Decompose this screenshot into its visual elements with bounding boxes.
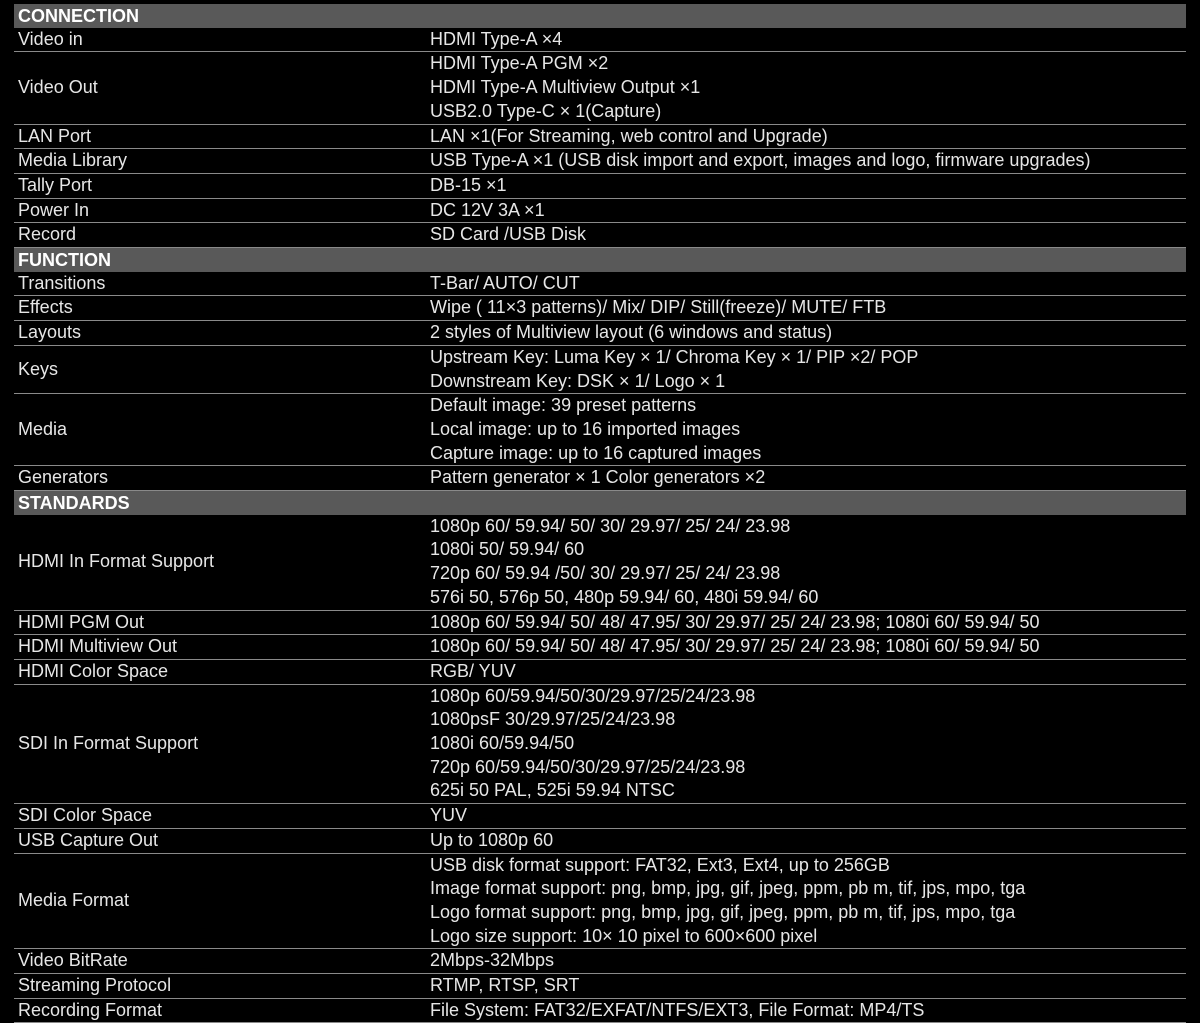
spec-value-line: 2Mbps-32Mbps [430, 950, 555, 971]
spec-values [430, 394, 1186, 465]
spec-label: HDMI Multiview Out [18, 636, 178, 657]
spec-value-line: Logo size support: 10× 10 pixel to 600×600 pixel [430, 925, 818, 946]
spec-label: Transitions [18, 272, 106, 293]
spec-value-line: HDMI Type-A PGM ×2 [430, 53, 609, 74]
spec-value-line: 1080i 60/59.94/50 [430, 733, 575, 754]
spec-values [430, 515, 1186, 610]
spec-label: Power In [18, 199, 90, 220]
spec-value-line: Local image: up to 16 imported images [430, 418, 741, 439]
spec-value-line: 720p 60/ 59.94 /50/ 30/ 29.97/ 25/ 24/ 23.98 [430, 563, 781, 584]
spec-value-line: Up to 1080p 60 [430, 829, 554, 850]
spec-row-media-format [14, 854, 1186, 950]
spec-label: USB Capture Out [18, 829, 159, 850]
spec-value-line: Downstream Key: DSK × 1/ Logo × 1 [430, 370, 726, 391]
spec-value-line: USB Type-A ×1 (USB disk import and export, images and logo, firmware upgrades) [430, 150, 1091, 171]
spec-values [430, 199, 1186, 223]
spec-label: SDI In Format Support [18, 733, 199, 754]
spec-values [430, 660, 1186, 684]
spec-value-line: LAN ×1(For Streaming, web control and Upgrade) [430, 125, 828, 146]
spec-label: Media [18, 418, 68, 439]
spec-row-power-in [14, 199, 1186, 224]
spec-values [430, 296, 1186, 320]
spec-value-line: T-Bar/ AUTO/ CUT [430, 272, 580, 293]
spec-value-line: Image format support: png, bmp, jpg, gif, jpeg, ppm, pb m, tif, jps, mpo, tga [430, 878, 1026, 899]
spec-label: Tally Port [18, 174, 93, 195]
spec-label: Media Format [18, 890, 130, 911]
spec-value-line: DB-15 ×1 [430, 174, 507, 195]
spec-values [430, 974, 1186, 998]
spec-value-line: DC 12V 3A ×1 [430, 199, 545, 220]
spec-row-effects [14, 296, 1186, 321]
spec-values [430, 223, 1186, 247]
spec-values [430, 28, 1186, 52]
spec-values [430, 999, 1186, 1023]
spec-row-layouts [14, 321, 1186, 346]
spec-label: Generators [18, 467, 109, 488]
spec-value-line: Default image: 39 preset patterns [430, 395, 697, 416]
spec-value-line: USB disk format support: FAT32, Ext3, Ext4, up to 256GB [430, 854, 890, 875]
spec-values [430, 346, 1186, 393]
spec-label: SDI Color Space [18, 805, 153, 826]
spec-values [430, 635, 1186, 659]
spec-values [430, 52, 1186, 123]
spec-values [430, 174, 1186, 198]
spec-row-sdi-color-space [14, 804, 1186, 829]
spec-row-video-in [14, 28, 1186, 53]
spec-row-transitions [14, 272, 1186, 297]
spec-row-keys [14, 346, 1186, 394]
spec-value-line: HDMI Type-A ×4 [430, 28, 563, 49]
spec-row-hdmi-multiview-out [14, 635, 1186, 660]
spec-values [430, 949, 1186, 973]
spec-value-line: 1080p 60/ 59.94/ 50/ 48/ 47.95/ 30/ 29.97/ 25/ 24/ 23.98; 1080i 60/ 59.94/ 50 [430, 611, 1040, 632]
spec-values [430, 466, 1186, 490]
spec-value-line: 1080p 60/59.94/50/30/29.97/25/24/23.98 [430, 685, 756, 706]
spec-values [430, 321, 1186, 345]
spec-values [430, 854, 1186, 949]
spec-value-line: Pattern generator × 1 Color generators ×2 [430, 467, 766, 488]
spec-label: Layouts [18, 322, 82, 343]
spec-label: Video BitRate [18, 950, 128, 971]
spec-value-line: 720p 60/59.94/50/30/29.97/25/24/23.98 [430, 756, 746, 777]
spec-value-line: USB2.0 Type-C × 1(Capture) [430, 100, 662, 121]
spec-value-line: RGB/ YUV [430, 660, 516, 681]
section-header-function: FUNCTION [14, 248, 1186, 272]
spec-values [430, 272, 1186, 296]
spec-label: Record [18, 224, 77, 245]
spec-label: HDMI In Format Support [18, 551, 215, 572]
spec-row-tally-port [14, 174, 1186, 199]
spec-label: LAN Port [18, 125, 92, 146]
spec-value-line: Wipe ( 11×3 patterns)/ Mix/ DIP/ Still(freeze)/ MUTE/ FTB [430, 297, 887, 318]
spec-row-lan-port [14, 125, 1186, 150]
spec-value-line: RTMP, RTSP, SRT [430, 975, 580, 996]
spec-row-streaming-protocol [14, 974, 1186, 999]
spec-value-line: HDMI Type-A Multiview Output ×1 [430, 77, 701, 98]
spec-row-record [14, 223, 1186, 248]
spec-row-usb-capture-out [14, 829, 1186, 854]
spec-row-hdmi-in-format-support [14, 515, 1186, 611]
spec-values [430, 611, 1186, 635]
spec-value-line: File System: FAT32/EXFAT/NTFS/EXT3, File Format: MP4/TS [430, 999, 925, 1020]
spec-label: Media Library [18, 150, 128, 171]
spec-value-line: YUV [430, 805, 468, 826]
spec-label: Recording Format [18, 999, 163, 1020]
spec-value-line: 2 styles of Multiview layout (6 windows and status) [430, 322, 833, 343]
spec-row-video-out [14, 52, 1186, 124]
spec-label: Video in [18, 28, 83, 49]
spec-label: Video Out [18, 77, 98, 98]
spec-value-line: 1080psF 30/29.97/25/24/23.98 [430, 709, 676, 730]
spec-value-line: 576i 50, 576p 50, 480p 59.94/ 60, 480i 59.94/ 60 [430, 586, 819, 607]
spec-row-hdmi-color-space [14, 660, 1186, 685]
spec-row-sdi-in-format-support [14, 685, 1186, 805]
spec-row-media [14, 394, 1186, 466]
section-header-standards: STANDARDS [14, 491, 1186, 515]
spec-values [430, 125, 1186, 149]
spec-row-media-library [14, 149, 1186, 174]
spec-row-recording-format [14, 999, 1186, 1023]
spec-values [430, 804, 1186, 828]
spec-row-video-bitrate [14, 949, 1186, 974]
spec-label: Effects [18, 297, 73, 318]
spec-value-line: Logo format support: png, bmp, jpg, gif, jpeg, ppm, pb m, tif, jps, mpo, tga [430, 901, 1016, 922]
spec-row-generators [14, 466, 1186, 491]
spec-label: Keys [18, 358, 59, 379]
spec-values [430, 149, 1186, 173]
section-header-connection: CONNECTION [14, 4, 1186, 28]
spec-value-line: 1080p 60/ 59.94/ 50/ 48/ 47.95/ 30/ 29.97/ 25/ 24/ 23.98; 1080i 60/ 59.94/ 50 [430, 636, 1040, 657]
spec-value-line: 1080p 60/ 59.94/ 50/ 30/ 29.97/ 25/ 24/ 23.98 [430, 515, 791, 536]
spec-value-line: SD Card /USB Disk [430, 224, 587, 245]
spec-label: Streaming Protocol [18, 975, 172, 996]
spec-row-hdmi-pgm-out [14, 611, 1186, 636]
spec-value-line: 1080i 50/ 59.94/ 60 [430, 539, 585, 560]
spec-label: HDMI Color Space [18, 660, 169, 681]
spec-values [430, 829, 1186, 853]
spec-label: HDMI PGM Out [18, 611, 145, 632]
spec-value-line: Capture image: up to 16 captured images [430, 442, 762, 463]
spec-value-line: 625i 50 PAL, 525i 59.94 NTSC [430, 780, 675, 801]
spec-values [430, 685, 1186, 804]
spec-value-line: Upstream Key: Luma Key × 1/ Chroma Key × 1/ PIP ×2/ POP [430, 346, 919, 367]
